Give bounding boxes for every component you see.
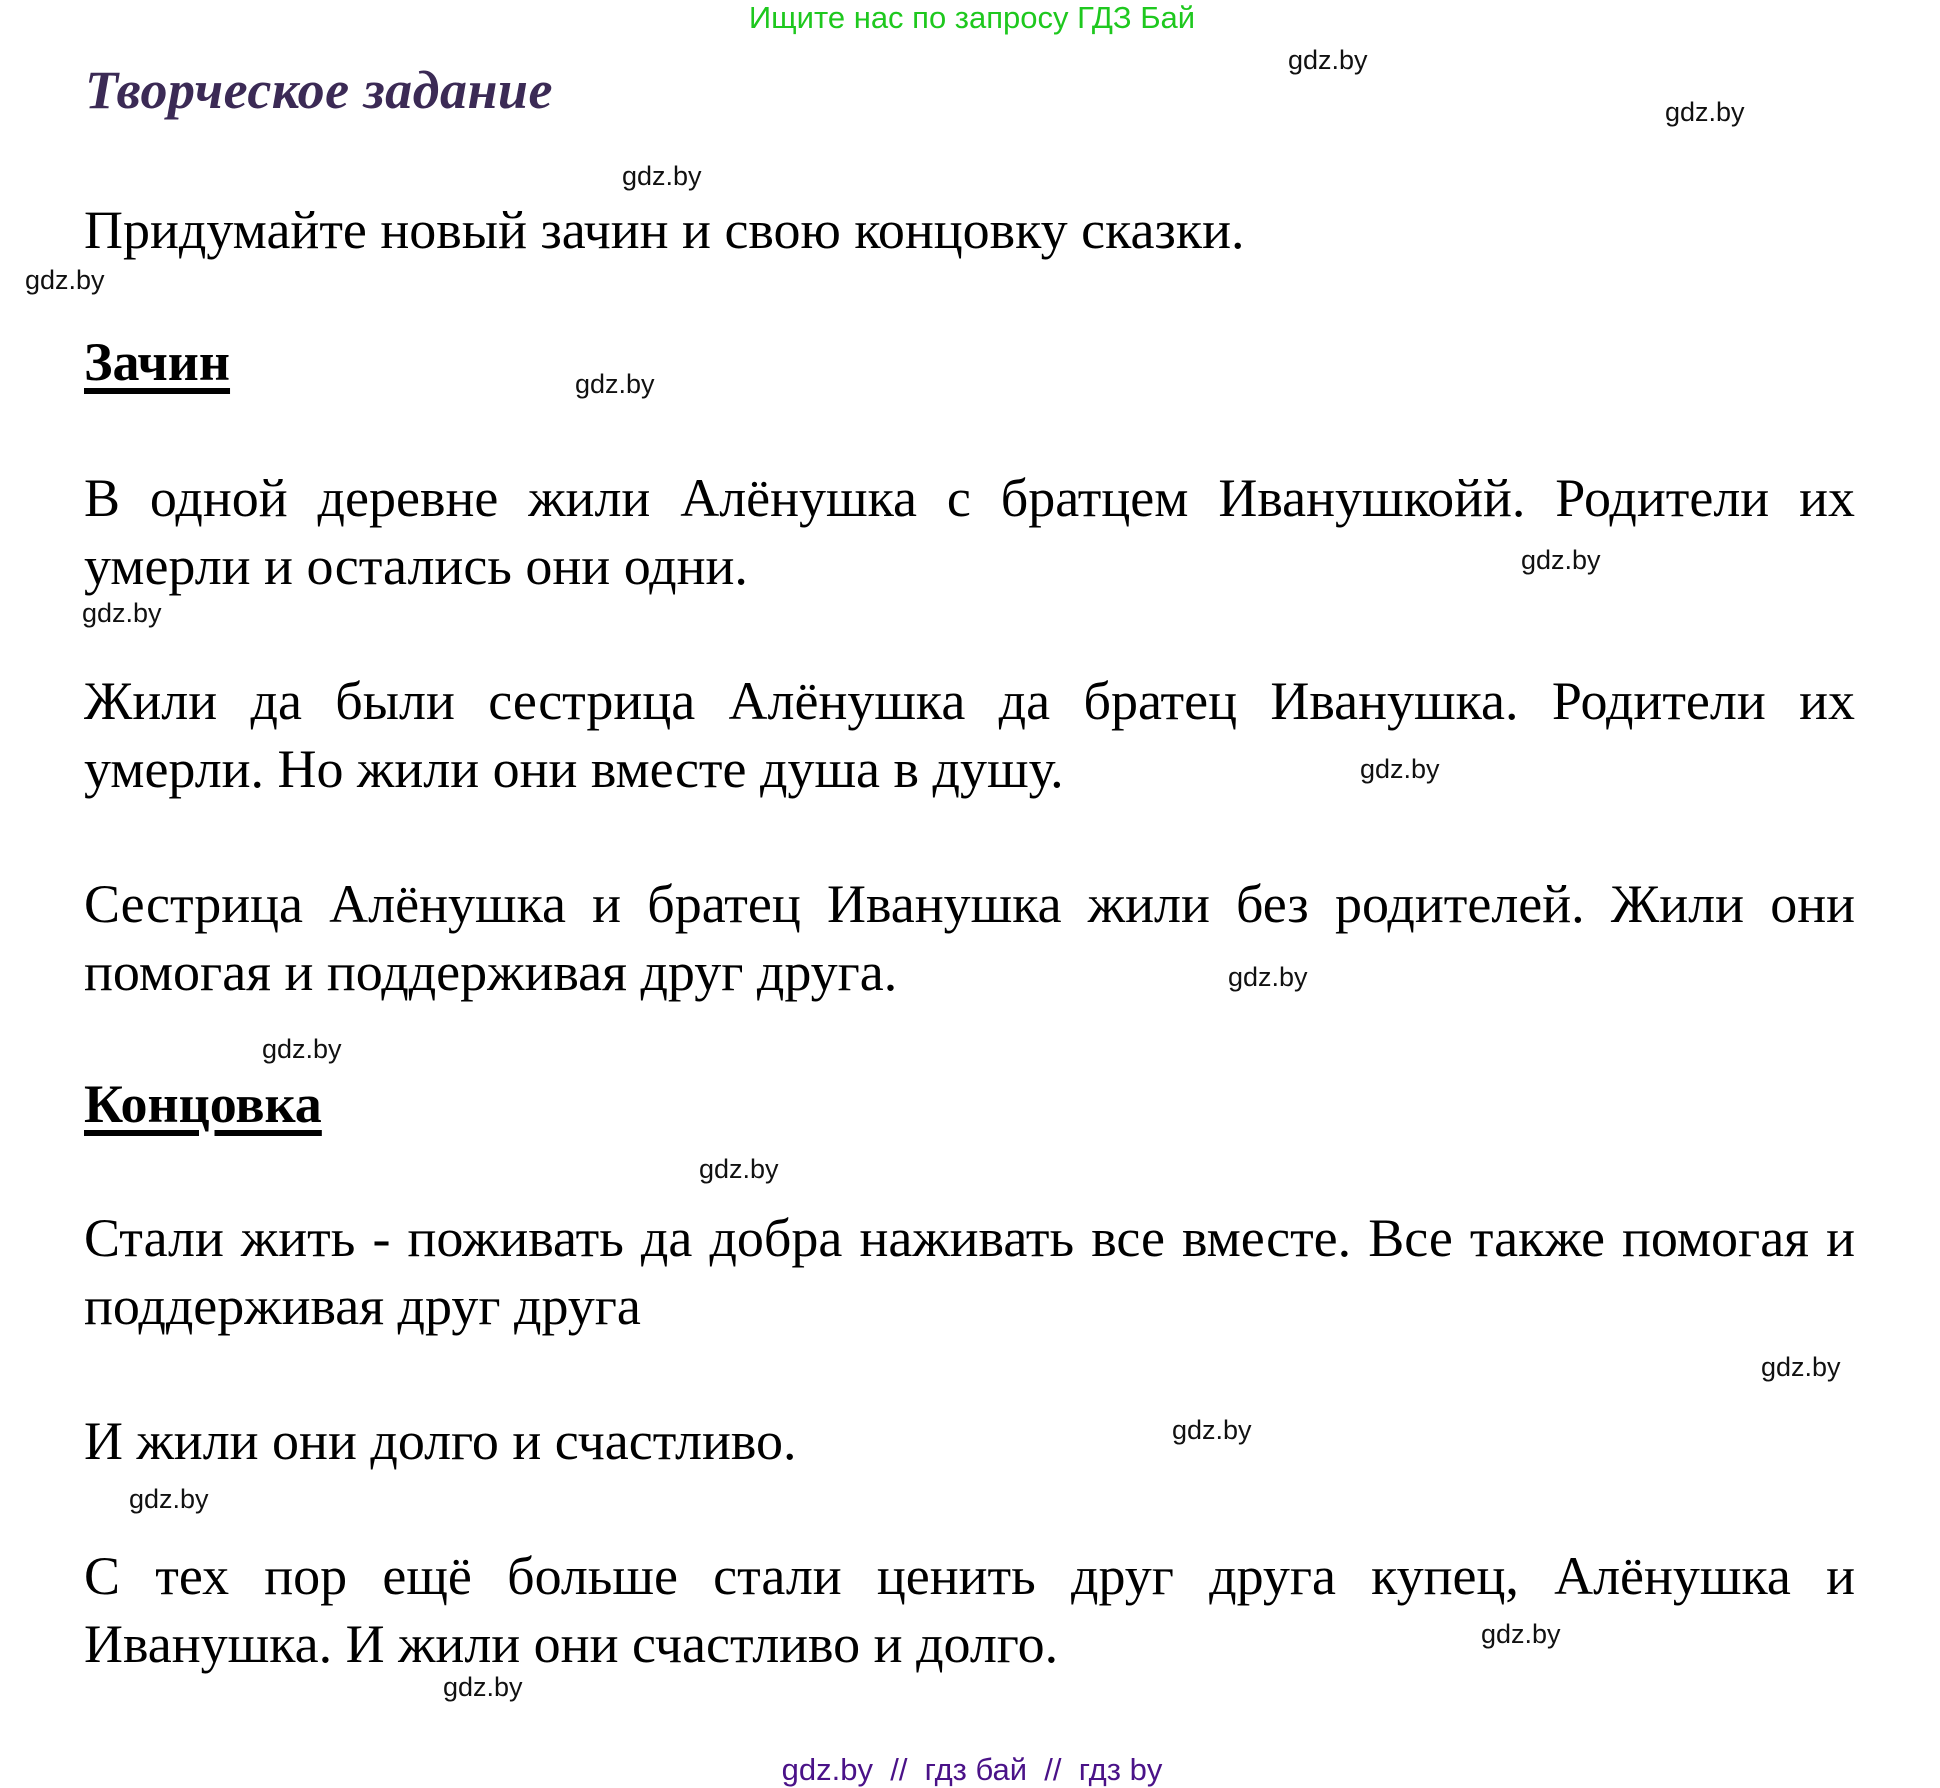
- watermark: gdz.by: [699, 1154, 779, 1184]
- watermark: gdz.by: [575, 369, 655, 399]
- beginning-paragraph-2: Жили да были сестрица Алёнушка да братец Иванушка. Родители их умерли. Но жили они вместе душа в душу.: [84, 671, 1855, 799]
- watermark: gdz.by: [1228, 962, 1308, 992]
- watermark: gdz.by: [1481, 1619, 1561, 1649]
- watermark: gdz.by: [1665, 97, 1745, 127]
- section-heading-beginning: Зачин: [84, 332, 231, 392]
- beginning-paragraph-3: Сестрица Алёнушка и братец Иванушка жили без родителей. Жили они помогая и поддерживая друг друга.: [84, 874, 1855, 1002]
- watermark: gdz.by: [1172, 1415, 1252, 1445]
- footer-watermark: gdz.by // гдз бай // гдз by: [781, 1752, 1163, 1787]
- watermark: gdz.by: [1761, 1352, 1841, 1382]
- watermark: gdz.by: [1288, 45, 1368, 75]
- search-banner: Ищите нас по запросу ГДЗ Бай: [748, 0, 1196, 35]
- ending-paragraph-2: И жили они долго и счастливо.: [84, 1411, 797, 1471]
- watermark: gdz.by: [443, 1672, 523, 1702]
- watermark: gdz.by: [1360, 754, 1440, 784]
- watermark: gdz.by: [82, 598, 162, 628]
- watermark: gdz.by: [622, 161, 702, 191]
- watermark: gdz.by: [262, 1034, 342, 1064]
- watermark: gdz.by: [129, 1484, 209, 1514]
- ending-paragraph-1: Стали жить - поживать да добра наживать все вместе. Все также помогая и поддерживая друг друга: [84, 1208, 1855, 1336]
- page-title: Творческое задание: [85, 60, 553, 120]
- task-instruction: Придумайте новый зачин и свою концовку сказки.: [84, 200, 1245, 260]
- watermark: gdz.by: [1521, 545, 1601, 575]
- watermark: gdz.by: [25, 265, 105, 295]
- ending-paragraph-3: С тех пор ещё больше стали ценить друг друга купец, Алёнушка и Иванушка. И жили они счастливо и долго.: [84, 1546, 1855, 1674]
- section-heading-ending: Концовка: [84, 1074, 322, 1134]
- beginning-paragraph-1: В одной деревне жили Алёнушка с братцем Иванушкойй. Родители их умерли и остались они одни.: [84, 468, 1855, 596]
